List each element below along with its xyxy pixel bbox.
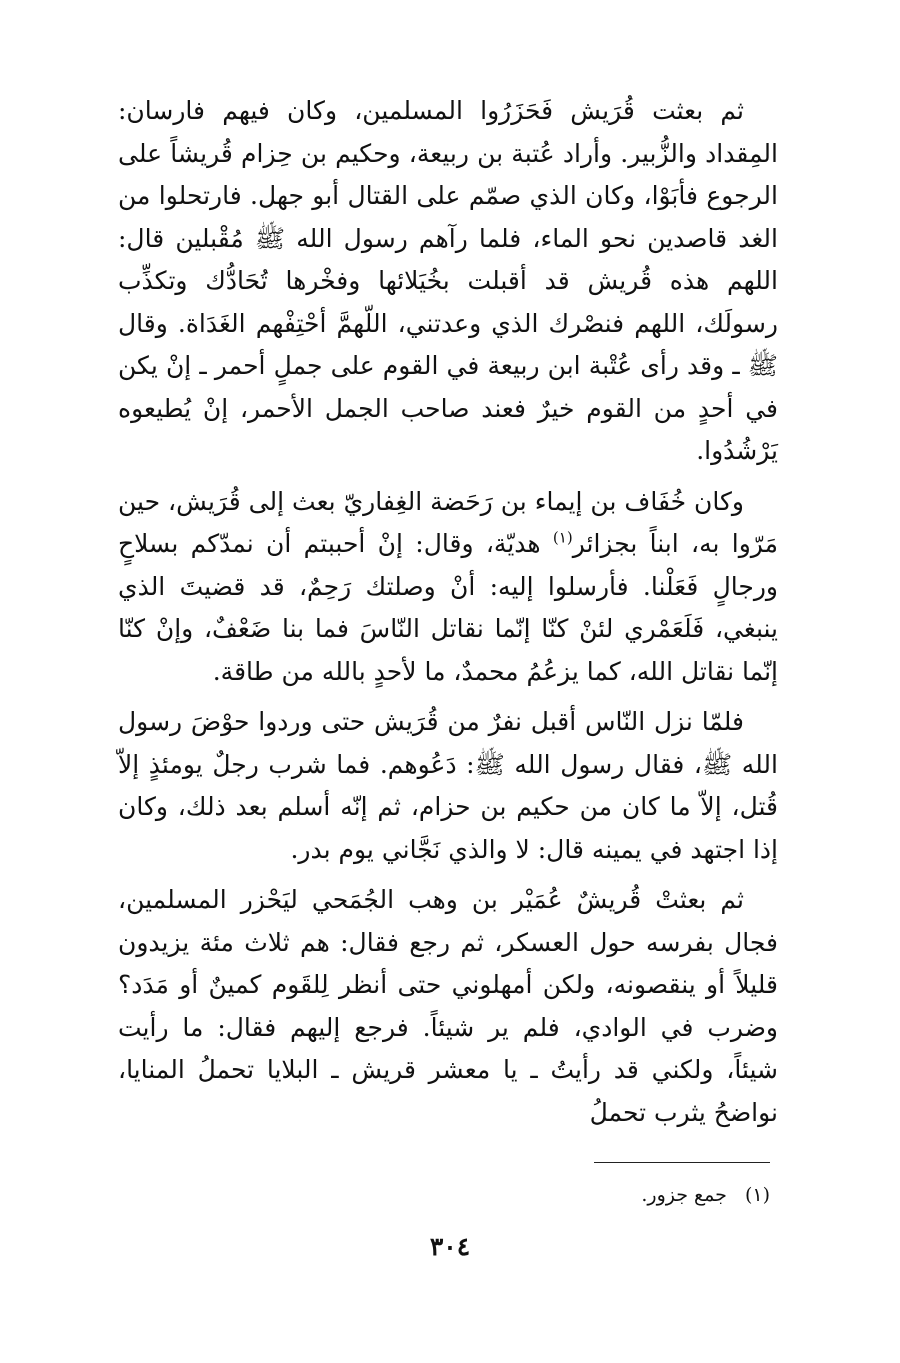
footnote-text: جمع جزور. (641, 1184, 727, 1206)
footnote-divider (594, 1162, 770, 1163)
footnote (270, 1180, 770, 1210)
paragraph-2 (118, 481, 778, 694)
paragraph-4: ثم بعثتْ قُريشٌ عُمَيْر بن وهب الجُمَحي ليَحْزر المسلمين، فجال بفرسه حول العسكر، ثم رجع فقال: هم ثلاث مئة يزيدون قليلاً أو ينقصونه، ولكن أمهلوني حتى أنظر لِلقَوم كمينٌ أو مَدَد؟ وضرب في الوادي، فلم ير شيئاً. فرجع إليهم فقال: ما رأيت شيئاً، ولكني قد رأيتُ ـ يا معشر قريش ـ البلايا تحملُ المنايا، نواضحُ يثرب تحملُ (118, 885, 778, 1127)
paragraph-1: ثم بعثت قُرَيش فَحَزَرُوا المسلمين، وكان فيهم فارسان: المِقداد والزُّبير. وأراد عُتبة بن ربيعة، وحكيم بن حِزام قُريشاً على الرجوع فأبَوْا، وكان الذي صمّم على القتال أبو جهل. فارتحلوا من الغد قاصدين نحو الماء، فلما رآهم رسول الله ﷺ مُقْبلين قال: اللهم هذه قُريش قد أقبلت بخُيَلائها وفخْرها تُحَادُّك وتكذِّب رسولَك، اللهم فنصْرك الذي وعدتني، اللّهمَّ أحْتِفْهم الغَدَاة. وقال ﷺ ـ وقد رأى عُتْبة ابن ربيعة في القوم على جملٍ أحمر ـ إنْ يكن في أحدٍ من القوم خيرٌ فعند صاحب الجمل الأحمر، إنْ يُطيعوه يَرْشُدُوا. (118, 96, 778, 465)
paragraph-2-opening: وكان خُفَاف بن إيماء بن رَحَضة الغِفاريّ بعث إلى قُرَيش، حين (118, 486, 744, 516)
paragraph-2-lead: مَرّوا به، ابناً بجزائر (572, 529, 778, 558)
main-text (118, 90, 778, 1142)
footnote-number: (١) (744, 1184, 770, 1206)
paragraph-2-rest: هديّة، وقال: إنْ أحببتم أن نمدّكم بسلاحٍ ورجالٍ فَعَلْنا. فأرسلوا إليه: أنْ وصلتك رَحِمٌ، قد قضيتَ الذي ينبغي، فَلَعَمْري لئنْ كنّا إنّما نقاتل النّاسَ فما بنا ضَعْفٌ، وإنْ كنّا إنّما نقاتل الله، كما يزعُمُ محمدٌ، ما لأحدٍ بالله من طاقة. (118, 529, 779, 686)
footnote-reference[interactable]: (١) (552, 528, 573, 547)
paragraph-3: فلمّا نزل النّاس أقبل نفرٌ من قُرَيش حتى وردوا حوْضَ رسول الله ﷺ، فقال رسول الله ﷺ: دَعُوهم. فما شرب رجلٌ يومئذٍ إلاّ قُتل، إلاّ ما كان من حكيم بن حزام، ثم إنّه أسلم بعد ذلك، وكان إذا اجتهد في يمينه قال: لا والذي نَجَّاني يوم بدر. (118, 707, 778, 864)
page-number: ٣٠٤ (429, 1232, 471, 1261)
